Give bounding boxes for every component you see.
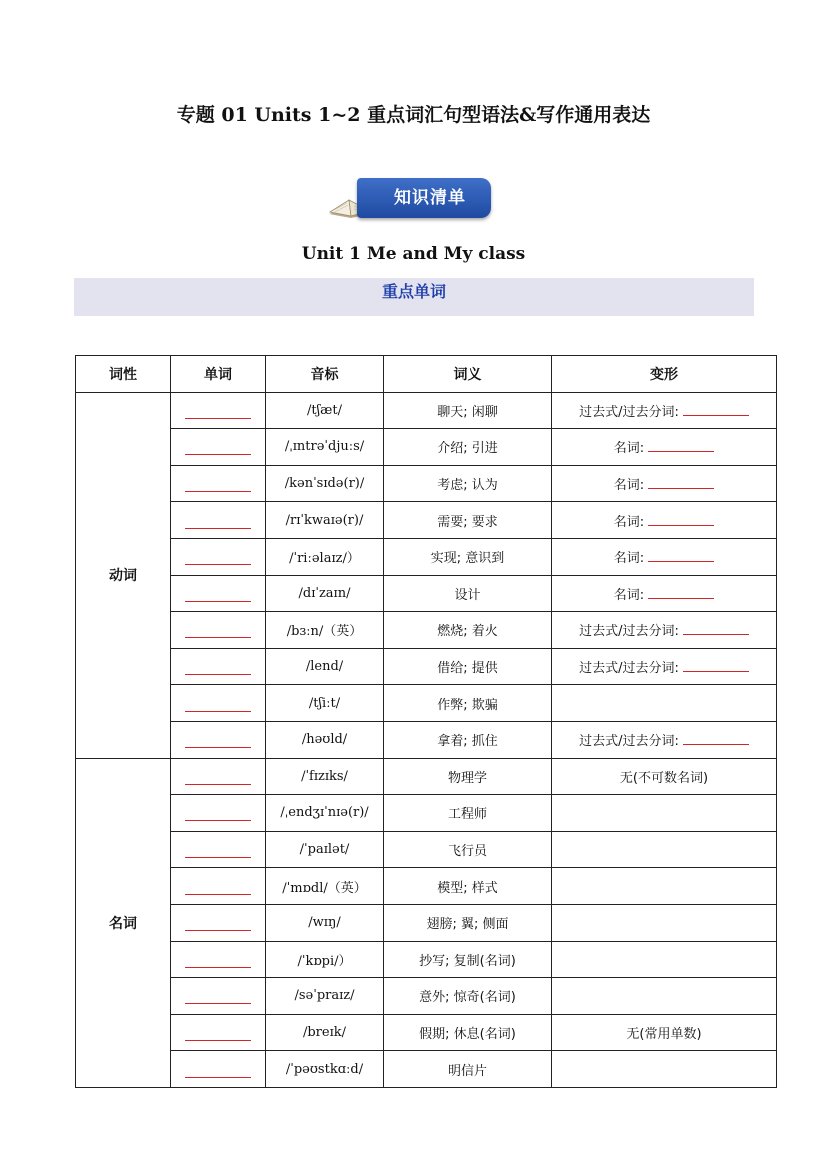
table-row: [76, 1014, 777, 1051]
unit-title: Unit 1 Me and My class: [301, 244, 526, 264]
phonetic-cell: /rɪˈkwaɪə(r)/: [266, 502, 384, 539]
phonetic-cell: /ˈmɒdl/（英）: [266, 868, 384, 905]
forms-answer-blank[interactable]: [648, 437, 714, 452]
table-row: [76, 721, 777, 758]
meaning-cell: 考虑; 认为: [384, 465, 552, 502]
forms-cell: [552, 575, 777, 612]
header-forms: 变形: [552, 356, 777, 393]
word-blank-cell: [171, 904, 266, 941]
word-blank-cell: [171, 1051, 266, 1088]
meaning-cell: 物理学: [384, 758, 552, 795]
phonetic-cell: /dɪˈzaɪn/: [266, 575, 384, 612]
table-row: [76, 795, 777, 832]
word-answer-blank[interactable]: [185, 916, 251, 931]
word-blank-cell: [171, 429, 266, 466]
meaning-cell: 模型; 样式: [384, 868, 552, 905]
meaning-cell: 燃烧; 着火: [384, 612, 552, 649]
table-row: [76, 575, 777, 612]
forms-cell: [552, 721, 777, 758]
forms-label: 名词:: [613, 441, 645, 457]
forms-label: 过去式/过去分词:: [579, 661, 679, 677]
word-answer-blank[interactable]: [185, 770, 251, 785]
phonetic-cell: /wɪŋ/: [266, 904, 384, 941]
word-blank-cell: [171, 502, 266, 539]
vocabulary-table: [75, 355, 777, 1088]
meaning-cell: 借给; 提供: [384, 648, 552, 685]
word-blank-cell: [171, 721, 266, 758]
phonetic-cell: /ˌendʒɪˈnɪə(r)/: [266, 795, 384, 832]
forms-answer-blank[interactable]: [683, 657, 749, 672]
phonetic-cell: /lend/: [266, 648, 384, 685]
phonetic-cell: /ˌɪntrəˈdjuːs/: [266, 429, 384, 466]
word-blank-cell: [171, 795, 266, 832]
phonetic-cell: /tʃiːt/: [266, 685, 384, 722]
forms-cell: [552, 502, 777, 539]
phonetic-cell: /ˈfɪzɪks/: [266, 758, 384, 795]
forms-cell: [552, 795, 777, 832]
table-row: [76, 685, 777, 722]
meaning-cell: 介绍; 引进: [384, 429, 552, 466]
forms-answer-blank[interactable]: [683, 620, 749, 635]
meaning-cell: 拿着; 抓住: [384, 721, 552, 758]
phonetic-cell: /tʃæt/: [266, 392, 384, 429]
meaning-cell: 飞行员: [384, 831, 552, 868]
word-answer-blank[interactable]: [185, 660, 251, 675]
word-answer-blank[interactable]: [185, 587, 251, 602]
word-answer-blank[interactable]: [185, 880, 251, 895]
header-pos: 词性: [76, 356, 171, 393]
table-row: [76, 429, 777, 466]
table-row: [76, 904, 777, 941]
table-row: [76, 941, 777, 978]
forms-cell: [552, 429, 777, 466]
knowledge-list-badge: [327, 178, 495, 226]
forms-cell: [552, 904, 777, 941]
forms-cell: [552, 538, 777, 575]
forms-label: 名词:: [613, 514, 645, 530]
forms-label: 名词:: [613, 551, 645, 567]
meaning-cell: 设计: [384, 575, 552, 612]
section-heading: 重点单词: [74, 278, 754, 316]
table-row: [76, 465, 777, 502]
word-answer-blank[interactable]: [185, 623, 251, 638]
forms-cell: [552, 831, 777, 868]
header-word: 单词: [171, 356, 266, 393]
header-phonetic: 音标: [266, 356, 384, 393]
word-blank-cell: [171, 612, 266, 649]
forms-answer-blank[interactable]: [648, 474, 714, 489]
phonetic-cell: /ˈkɒpi/）: [266, 941, 384, 978]
table-row: [76, 1051, 777, 1088]
word-answer-blank[interactable]: [185, 514, 251, 529]
forms-cell: [552, 1051, 777, 1088]
table-row: [76, 648, 777, 685]
forms-cell: [552, 685, 777, 722]
word-blank-cell: [171, 575, 266, 612]
word-blank-cell: [171, 978, 266, 1015]
phonetic-cell: /ˈpaɪlət/: [266, 831, 384, 868]
table-row: [76, 392, 777, 429]
word-blank-cell: [171, 648, 266, 685]
meaning-cell: 实现; 意识到: [384, 538, 552, 575]
table-row: [76, 831, 777, 868]
phonetic-cell: /həʊld/: [266, 721, 384, 758]
table-row: [76, 978, 777, 1015]
badge-label: 知识清单: [357, 178, 491, 218]
meaning-cell: 作弊; 欺骗: [384, 685, 552, 722]
table-row: [76, 868, 777, 905]
forms-answer-blank[interactable]: [683, 401, 749, 416]
word-answer-blank[interactable]: [185, 550, 251, 565]
forms-cell: [552, 758, 777, 795]
meaning-cell: 抄写; 复制(名词): [384, 941, 552, 978]
word-blank-cell: [171, 941, 266, 978]
forms-cell: [552, 392, 777, 429]
meaning-cell: 聊天; 闲聊: [384, 392, 552, 429]
forms-cell: [552, 1014, 777, 1051]
table-header-row: [76, 356, 777, 393]
forms-answer-blank[interactable]: [648, 547, 714, 562]
meaning-cell: 假期; 休息(名词): [384, 1014, 552, 1051]
meaning-cell: 工程师: [384, 795, 552, 832]
table-row: [76, 502, 777, 539]
word-answer-blank[interactable]: [185, 843, 251, 858]
table-row: [76, 758, 777, 795]
forms-answer-blank[interactable]: [648, 511, 714, 526]
word-blank-cell: [171, 538, 266, 575]
forms-label: 无(不可数名词): [619, 770, 709, 786]
header-meaning: 词义: [384, 356, 552, 393]
meaning-cell: 明信片: [384, 1051, 552, 1088]
phonetic-cell: /breɪk/: [266, 1014, 384, 1051]
forms-cell: [552, 465, 777, 502]
word-blank-cell: [171, 465, 266, 502]
table-row: [76, 612, 777, 649]
forms-label: 名词:: [613, 587, 645, 603]
forms-cell: [552, 868, 777, 905]
word-blank-cell: [171, 831, 266, 868]
forms-label: 过去式/过去分词:: [579, 624, 679, 640]
word-answer-blank[interactable]: [185, 806, 251, 821]
word-blank-cell: [171, 868, 266, 905]
phonetic-cell: /kənˈsɪdə(r)/: [266, 465, 384, 502]
forms-answer-blank[interactable]: [683, 730, 749, 745]
phonetic-cell: /bɜːn/（英）: [266, 612, 384, 649]
forms-label: 过去式/过去分词:: [579, 734, 679, 750]
word-answer-blank[interactable]: [185, 477, 251, 492]
word-answer-blank[interactable]: [185, 1026, 251, 1041]
forms-cell: [552, 648, 777, 685]
word-answer-blank[interactable]: [185, 989, 251, 1004]
word-answer-blank[interactable]: [185, 733, 251, 748]
word-blank-cell: [171, 758, 266, 795]
word-answer-blank[interactable]: [185, 440, 251, 455]
word-answer-blank[interactable]: [185, 697, 251, 712]
word-answer-blank[interactable]: [185, 404, 251, 419]
forms-label: 过去式/过去分词:: [579, 404, 679, 420]
table-row: [76, 538, 777, 575]
forms-label: 名词:: [613, 478, 645, 494]
forms-answer-blank[interactable]: [648, 584, 714, 599]
meaning-cell: 需要; 要求: [384, 502, 552, 539]
phonetic-cell: /ˈriːəlaɪz/）: [266, 538, 384, 575]
page-title: 专题 01 Units 1~2 重点词汇句型语法&写作通用表达: [176, 104, 651, 126]
word-blank-cell: [171, 685, 266, 722]
word-answer-blank[interactable]: [185, 953, 251, 968]
part-of-speech-cell: 动词: [76, 392, 171, 758]
word-blank-cell: [171, 1014, 266, 1051]
forms-cell: [552, 612, 777, 649]
phonetic-cell: /səˈpraɪz/: [266, 978, 384, 1015]
meaning-cell: 意外; 惊奇(名词): [384, 978, 552, 1015]
word-blank-cell: [171, 392, 266, 429]
forms-cell: [552, 941, 777, 978]
forms-cell: [552, 978, 777, 1015]
part-of-speech-cell: 名词: [76, 758, 171, 1087]
phonetic-cell: /ˈpəʊstkɑːd/: [266, 1051, 384, 1088]
word-answer-blank[interactable]: [185, 1063, 251, 1078]
forms-label: 无(常用单数): [626, 1026, 702, 1042]
meaning-cell: 翅膀; 翼; 侧面: [384, 904, 552, 941]
